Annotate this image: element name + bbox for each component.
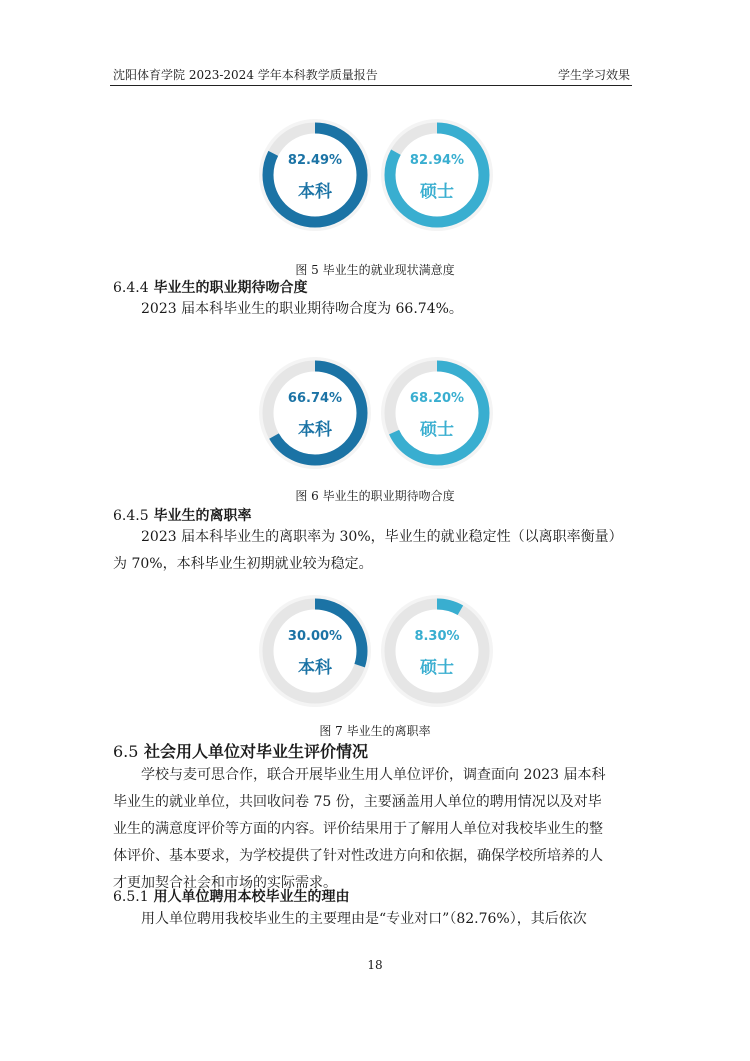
donut-master: [382, 358, 492, 468]
figure-6-chart: [0, 358, 750, 468]
paragraph-line: 2023 届本科毕业生的离职率为 30%，毕业生的就业稳定性（以离职率衡量）: [141, 529, 623, 545]
donut-master: [382, 596, 492, 706]
figure-5-caption: 图 5 毕业生的就业现状满意度: [295, 263, 455, 277]
section-number: 6.4.5: [113, 508, 149, 524]
donut-shadow: [383, 121, 491, 229]
donut-bachelor: [260, 596, 370, 706]
donut-category-label: 本科: [298, 658, 332, 678]
header-section: 学生学习效果: [557, 68, 630, 82]
donut-shadow: [383, 359, 491, 467]
donut-shadow: [261, 597, 369, 705]
donut-value-label: 8.30%: [414, 629, 460, 644]
paragraph-line: 用人单位聘用我校毕业生的主要理由是“专业对口”（82.76%），其后依次: [141, 911, 587, 927]
donut-value-label: 66.74%: [287, 391, 343, 406]
figure-5-chart: [0, 120, 750, 230]
paragraph-line: 才更加契合社会和市场的实际需求。: [113, 875, 337, 891]
section-number: 6.5: [113, 742, 139, 761]
donut-category-label: 硕士: [420, 182, 454, 202]
paragraph-line: 业生的满意度评价等方面的内容。评价结果用于了解用人单位对我校毕业生的整: [113, 821, 603, 837]
paragraph-line: 为 70%，本科毕业生初期就业较为稳定。: [113, 556, 373, 572]
section-6-4-5-paragraph: [113, 524, 637, 578]
figure-7-chart: [0, 596, 750, 706]
section-6-4-4-paragraph: [113, 296, 637, 323]
donut-value-label: 82.94%: [409, 153, 465, 168]
donut-master: [382, 120, 492, 230]
donut-bachelor: [260, 358, 370, 468]
donut-shadow: [261, 359, 369, 467]
section-title: 用人单位聘用本校毕业生的理由: [153, 889, 350, 905]
paragraph-line: 学校与麦可思合作，联合开展毕业生用人单位评价，调查面向 2023 届本科: [141, 767, 606, 783]
figure-6-caption: 图 6 毕业生的职业期待吻合度: [295, 489, 455, 503]
donut-category-label: 硕士: [420, 658, 454, 678]
donut-category-label: 本科: [298, 182, 332, 202]
donut-shadow: [383, 597, 491, 705]
paragraph-line: 体评价、基本要求，为学校提供了针对性改进方向和依据，确保学校所培养的人: [113, 848, 603, 864]
header-title: 沈阳体育学院 2023-2024 学年本科教学质量报告: [113, 68, 378, 82]
donut-category-label: 本科: [298, 420, 332, 440]
figure-7-caption: 图 7 毕业生的离职率: [319, 724, 431, 738]
paragraph-line: 毕业生的就业单位，共回收问卷 75 份，主要涵盖用人单位的聘用情况以及对毕: [113, 794, 602, 810]
section-title: 毕业生的离职率: [153, 508, 252, 524]
donut-track: [390, 604, 484, 698]
section-6-5-1-paragraph: [113, 906, 637, 933]
paragraph-line: 2023 届本科毕业生的职业期待吻合度为 66.74%。: [141, 301, 463, 317]
section-title: 社会用人单位对毕业生评价情况: [144, 742, 369, 761]
section-6-4-4-heading: [113, 277, 308, 297]
section-6-4-5-heading: [113, 505, 252, 525]
section-number: 6.4.4: [113, 280, 149, 296]
donut-bachelor: [260, 120, 370, 230]
page-number: 18: [367, 958, 383, 972]
section-6-5-paragraph: [113, 762, 637, 897]
donut-category-label: 硕士: [420, 420, 454, 440]
section-number: 6.5.1: [113, 889, 149, 905]
section-6-5-1-heading: [113, 886, 350, 906]
section-6-5-heading: [113, 739, 368, 762]
header-rule: [110, 85, 632, 86]
donut-shadow: [261, 121, 369, 229]
section-title: 毕业生的职业期待吻合度: [153, 280, 308, 296]
donut-value-label: 82.49%: [287, 153, 343, 168]
donut-value-label: 68.20%: [409, 391, 465, 406]
donut-value-label: 30.00%: [287, 629, 343, 644]
